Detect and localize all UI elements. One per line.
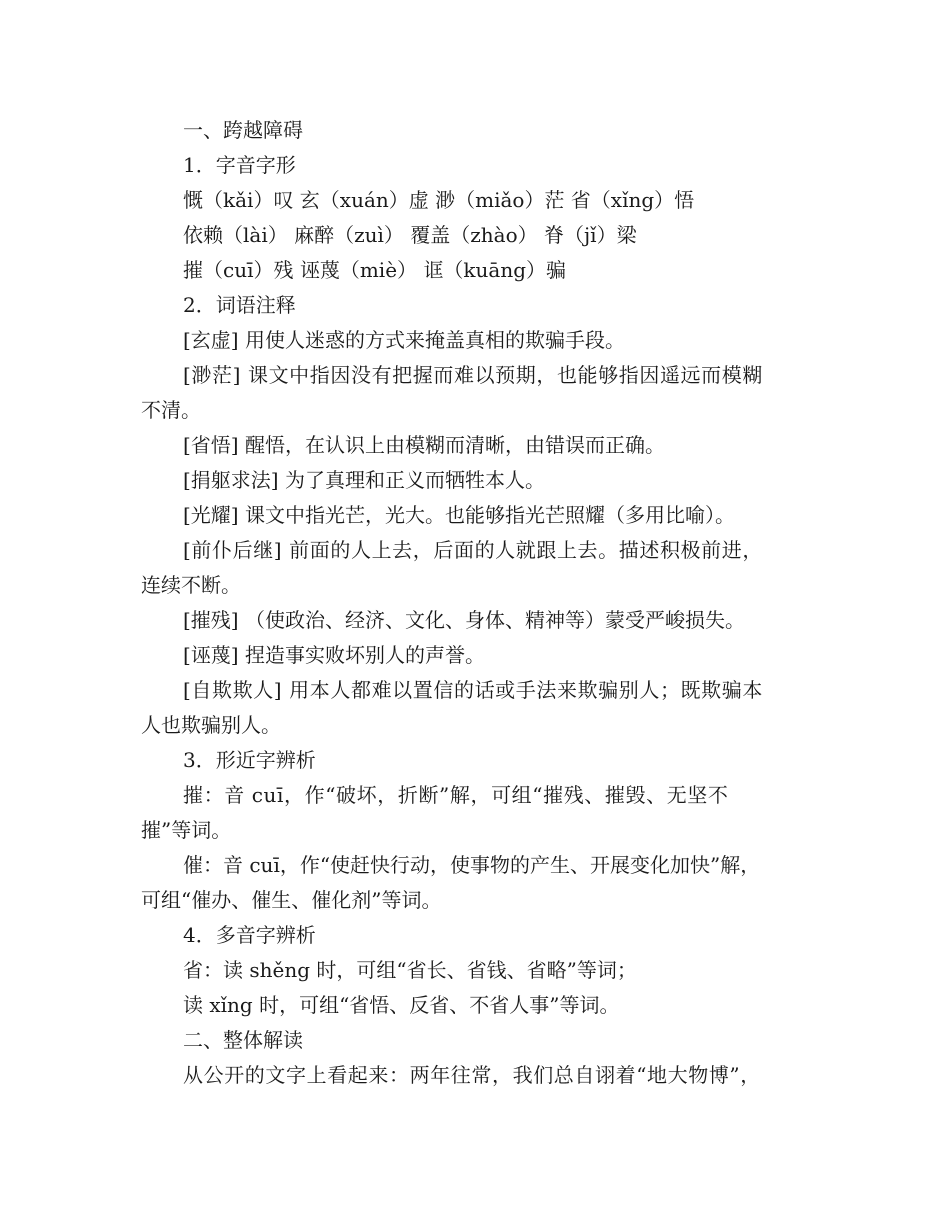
section-heading: 二、整体解读 (183, 1028, 303, 1052)
definition-continuation: 人也欺骗别人。 (141, 713, 281, 737)
subsection-heading: 1．字音字形 (183, 153, 296, 177)
paragraph-line: 读 xǐng 时，可组“省悟、反省、不省人事”等词。 (183, 993, 620, 1017)
paragraph-line: 摧：音 cuī，作“破坏，折断”解，可组“摧残、摧毁、无坚不 (183, 783, 729, 807)
definition-line: [自欺欺人] 用本人都难以置信的话或手法来欺骗别人；既欺骗本 (183, 678, 763, 702)
definition-line: [摧残] （使政治、经济、文化、身体、精神等）蒙受严峻损失。 (183, 608, 745, 632)
definition-line: [前仆后继] 前面的人上去，后面的人就跟上去。描述积极前进， (183, 538, 763, 562)
definition-line: [光耀] 课文中指光芒，光大。也能够指光芒照耀（多用比喻）。 (183, 503, 735, 527)
pinyin-line: 慨（kǎi）叹 玄（xuán）虚 渺（miǎo）茫 省（xǐng）悟 (183, 188, 695, 212)
subsection-heading: 2．词语注释 (183, 293, 296, 317)
definition-line: [捐躯求法] 为了真理和正义而牺牲本人。 (183, 468, 545, 492)
section-heading: 一、跨越障碍 (183, 118, 303, 142)
paragraph-line: 从公开的文字上看起来：两年往常，我们总自诩着“地大物博”， (183, 1063, 761, 1087)
paragraph-line: 省：读 shěng 时，可组“省长、省钱、省略”等词； (183, 958, 637, 982)
definition-line: [玄虚] 用使人迷惑的方式来掩盖真相的欺骗手段。 (183, 328, 625, 352)
subsection-heading: 3．形近字辨析 (183, 748, 316, 772)
subsection-heading: 4．多音字辨析 (183, 923, 316, 947)
definition-line: [省悟] 醒悟，在认识上由模糊而清晰，由错误而正确。 (183, 433, 665, 457)
definition-line: [渺茫] 课文中指因没有把握而难以预期，也能够指因遥远而模糊 (183, 363, 763, 387)
definition-continuation: 连续不断。 (141, 573, 241, 597)
pinyin-line: 摧（cuī）残 诬蔑（miè） 诓（kuāng）骗 (183, 258, 566, 282)
pinyin-line: 依赖（lài） 麻醉（zuì） 覆盖（zhào） 脊（jǐ）梁 (183, 223, 637, 247)
definition-line: [诬蔑] 捏造事实败坏别人的声誉。 (183, 643, 485, 667)
paragraph-continuation: 摧”等词。 (141, 818, 232, 842)
paragraph-line: 催：音 cuī，作“使赶快行动，使事物的产生、开展变化加快”解， (183, 853, 761, 877)
definition-continuation: 不清。 (141, 398, 201, 422)
paragraph-continuation: 可组“催办、催生、催化剂”等词。 (141, 888, 442, 912)
